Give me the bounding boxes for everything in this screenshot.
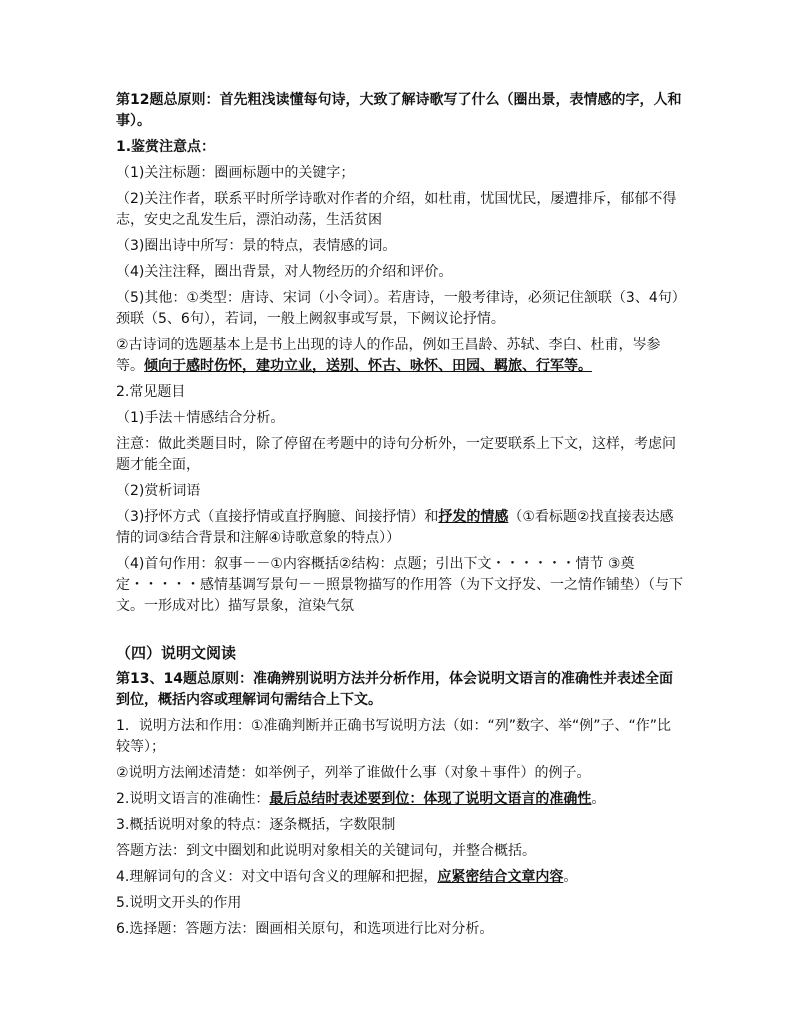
item-6-text: ②古诗词的选题基本上是书上出现的诗人的作品，例如王昌龄、苏轼、李白、杜甫，岑参等。 — [116, 337, 661, 374]
poem-principle: 第12题总原则：首先粗浅读懂每句诗，大致了解诗歌写了什么（圈出景，表情感的字，人和事）。 — [116, 92, 682, 129]
expository-item-4 — [116, 867, 684, 888]
m4-text: 4.理解词句的含义：对文中语句含义的理解和把握， — [116, 869, 438, 885]
appreciation-item-1: （1)关注标题：圈画标题中的关键字； — [116, 165, 355, 181]
m2-emphasis: 最后总结时表述要到位：体现了说明文语言的准确性 — [269, 791, 592, 807]
q3-text-b: （①看标题②找直接表达感情的词③结合背景和注解④诗歌意象的特点）） — [116, 509, 674, 546]
expository-item-6: 6.选择题：答题方法：圈画相关原句，和选项进行比对分析。 — [116, 921, 494, 937]
appreciation-item-2: （2)关注作者，联系平时所学诗歌对作者的介绍，如杜甫，忧国忧民，屡遭排斥，郁郁不得志，安史之乱发生后，漂泊动荡，生活贫困 — [116, 191, 677, 228]
m4-end: 。 — [563, 869, 578, 885]
m2-end: 。 — [591, 791, 606, 807]
expository-item-1: 1．说明方法和作用：①准确判断并正确书写说明方法（如：“列”数字、举“例”子、“作”比较等）； — [116, 718, 671, 755]
section-title-expository: （四）说明文阅读 — [116, 644, 237, 662]
expository-principle: 第13、14题总原则：准确辨别说明方法并分析作用，体会说明文语言的准确性并表述全面到位，概括内容或理解词句需结合上下文。 — [116, 671, 673, 708]
q3-emphasis: 抒发的情感 — [438, 509, 509, 525]
appreciation-item-5: （5)其他：①类型：唐诗、宋词（小令词）。若唐诗，一般考律诗，必须记住颔联（3、4句）颈联（5、6句），若词，一般上阙叙事或写景，下阙议论抒情。 — [116, 290, 679, 327]
expository-item-5: 5.说明文开头的作用 — [116, 895, 242, 911]
m4-emphasis: 应紧密结合文章内容 — [437, 869, 564, 885]
m2-text: 2.说明文语言的准确性： — [116, 791, 270, 807]
appreciation-item-3: （3)圈出诗中所写：景的特点，表情感的词。 — [116, 238, 397, 254]
expository-item-1b: ②说明方法阐述清楚：如举例子，列举了谁做什么事（对象＋事件）的例子。 — [116, 765, 591, 781]
expository-item-2 — [116, 789, 684, 810]
item-6-emphasis: 倾向于感时伤怀，建功立业，送别、怀古、咏怀、田园、羁旅、行军等。 — [144, 358, 592, 374]
question-1: （1)手法＋情感结合分析。 — [116, 410, 285, 426]
question-3 — [116, 507, 684, 549]
question-note: 注意：做此类题目时，除了停留在考题中的诗句分析外，一定要联系上下文，这样，考虑问题才能全面， — [116, 436, 676, 473]
question-2: （2)赏析词语 — [116, 483, 201, 499]
appreciation-heading: 1.鉴赏注意点： — [116, 139, 216, 155]
question-4: （4)首句作用：叙事－－①内容概括②结构：点题；引出下文・・・・・・情节 ③奠定・・・・・感情基调写景句－－照景物描写的作用答（为下文抒发、一之情作铺垫）（与下文。一形成对比）描写景象，渲染气氛 — [116, 556, 683, 614]
expository-item-3b: 答题方法：到文中圈划和此说明对象相关的关键词句，并整合概括。 — [116, 843, 536, 859]
common-questions-heading: 2.常见题目 — [116, 384, 186, 400]
expository-item-3: 3.概括说明对象的特点：逐条概括，字数限制 — [116, 817, 396, 833]
appreciation-item-6 — [116, 335, 684, 377]
document-page — [116, 90, 684, 940]
appreciation-item-4: （4)关注注释，圈出背景，对人物经历的介绍和评价。 — [116, 264, 453, 280]
q3-text-a: （3)抒怀方式（直接抒情或直抒胸臆、间接抒情）和 — [116, 509, 439, 525]
